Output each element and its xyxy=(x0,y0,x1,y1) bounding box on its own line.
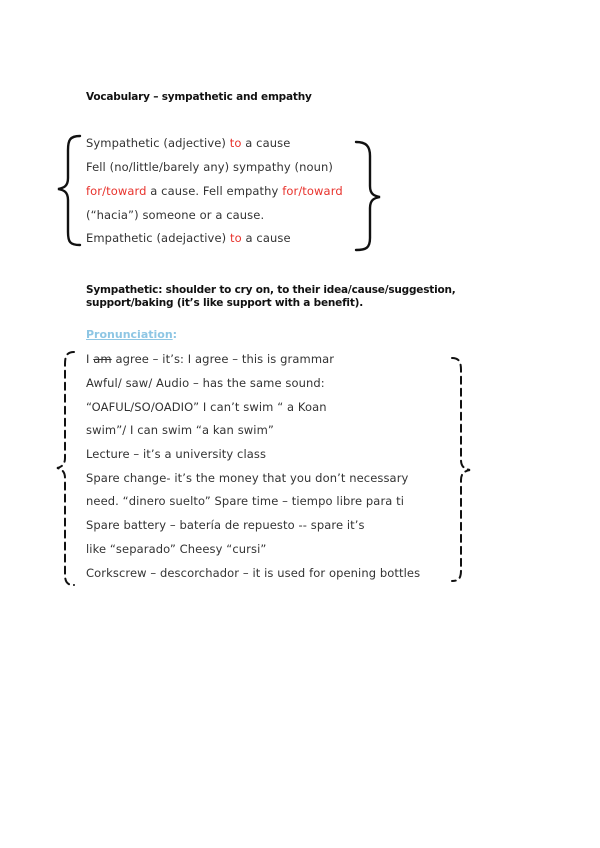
vocab-highlight: to xyxy=(229,231,242,245)
vocabulary-heading: Vocabulary – sympathetic and empathy xyxy=(86,91,312,103)
vocab-highlight: for/toward xyxy=(282,184,343,198)
pronunciation-line: Spare change- it’s the money that you don’t necessary xyxy=(86,471,409,485)
vocab-text: (“hacia”) someone or a cause. xyxy=(86,208,265,222)
pronunciation-line-1 xyxy=(86,352,334,366)
pronunciation-line: Lecture – it’s a university class xyxy=(86,447,267,461)
pronunciation-line: swim”/ I can swim “a kan swim” xyxy=(86,423,274,437)
pronunciation-heading xyxy=(86,328,177,341)
pronunciation-line: Spare battery – batería de repuesto -- spare it’s xyxy=(86,518,365,532)
vocab-text: Empathetic (adejactive) xyxy=(86,231,230,245)
left-curly-brace xyxy=(58,136,80,245)
pronunciation-line: Awful/ saw/ Audio – has the same sound: xyxy=(86,376,325,390)
pronunciation-line: need. “dinero suelto” Spare time – tiempo libre para ti xyxy=(86,494,405,508)
vocab-text: a cause xyxy=(241,231,291,245)
vocab-text: Fell (no/little/barely any) sympathy (noun) xyxy=(86,160,333,174)
pron-text: agree – it’s: I agree – this is grammar xyxy=(111,352,335,366)
pronunciation-line: “OAFUL/SO/OADIO” I can’t swim “ a Koan xyxy=(86,400,327,414)
vocab-line-5 xyxy=(86,231,291,245)
vocab-text: a cause xyxy=(241,136,291,150)
pronunciation-label: Pronunciation xyxy=(86,328,173,341)
vocab-text: Sympathetic (adjective) xyxy=(86,136,230,150)
pron-strikethrough: am xyxy=(93,352,112,366)
vocab-line-2 xyxy=(86,160,333,174)
left-dashed-brace xyxy=(57,352,74,585)
right-curly-brace xyxy=(356,142,380,250)
pronunciation-line: like “separado” Cheesy “cursi” xyxy=(86,542,267,556)
vocab-highlight: for/toward xyxy=(86,184,147,198)
sympathetic-note: Sympathetic: shoulder to cry on, to their idea/cause/suggestion, support/baking (it’s like support with a benefit). xyxy=(86,284,456,309)
vocab-line-4 xyxy=(86,208,264,222)
pronunciation-line: Corkscrew – descorchador – it is used for opening bottles xyxy=(86,566,421,580)
vocab-text: a cause. Fell empathy xyxy=(146,184,283,198)
vocab-line-1 xyxy=(86,136,290,150)
pron-text: I xyxy=(86,352,94,366)
vocab-line-3 xyxy=(86,184,343,198)
right-dashed-brace xyxy=(452,358,470,581)
vocab-highlight: to xyxy=(229,136,242,150)
pronunciation-colon: : xyxy=(172,328,178,341)
